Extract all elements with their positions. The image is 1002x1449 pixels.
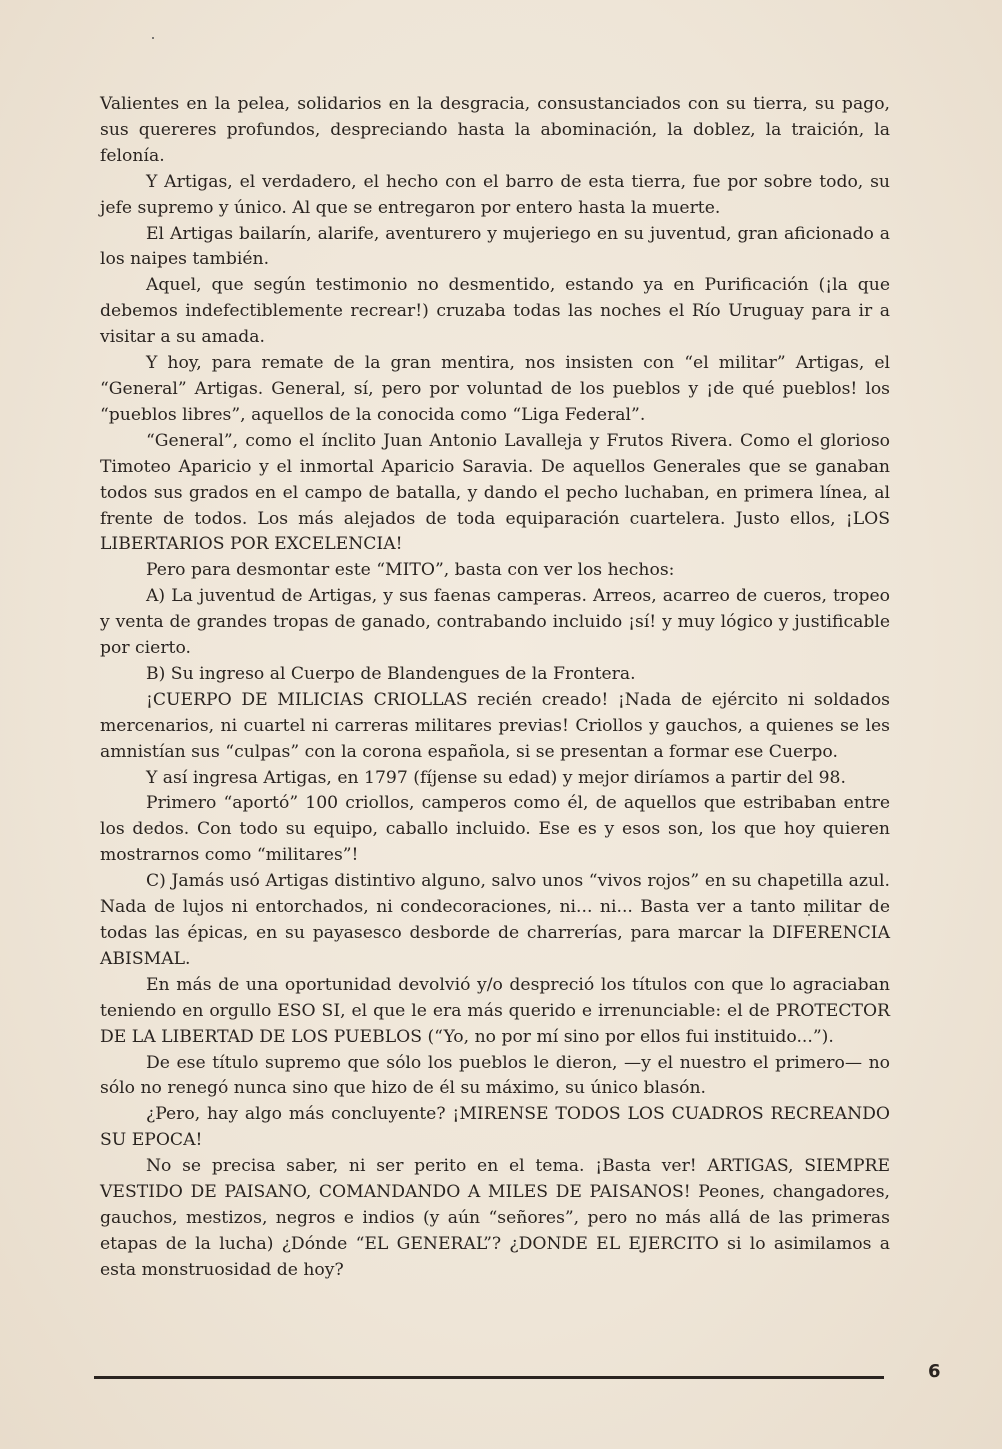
paragraph: ¡CUERPO DE MILICIAS CRIOLLAS recién creado! ¡Nada de ejército ni soldados mercenarios, ni cuartel ni carreras militares previas! Criollos y gauchos, a quienes se les amnistían sus “culpas” con la corona española, si se presentan a formar ese Cuerpo. [100,689,890,762]
paragraph: Y Artigas, el verdadero, el hecho con el barro de esta tierra, fue por sobre todo, su jefe supremo y único. Al que se entregaron por entero hasta la muerte. [100,171,890,218]
paragraph: Pero para desmontar este “MITO”, basta con ver los hechos: [146,560,675,581]
paragraph: ¿Pero, hay algo más concluyente? ¡MIRENSE TODOS LOS CUADROS RECREANDO SU EPOCA! [100,1104,890,1151]
paragraph: B) Su ingreso al Cuerpo de Blandengues de la Frontera. [146,663,636,684]
paragraph: “General”, como el ínclito Juan Antonio Lavalleja y Frutos Rivera. Como el glorioso Timoteo Aparicio y el inmortal Aparicio Saravia. De aquellos Generales que se ganaban todos sus grados en el campo de batalla, y dando el pecho luchaban, en primera línea, al frente de todos. Los más alejados de toda equiparación cuartelera. Justo ellos, ¡LOS LIBERTARIOS POR EXCELENCIA! [100,430,890,555]
paragraph: Primero “aportó” 100 criollos, camperos como él, de aquellos que estribaban entre los dedos. Con todo su equipo, caballo incluido. Ese es y esos son, los que hoy quieren mostrarnos como “militares”! [100,793,890,866]
paragraph: No se precisa saber, ni ser perito en el tema. ¡Basta ver! ARTIGAS, SIEMPRE VESTIDO DE PAISANO, COMANDANDO A MILES DE PAISANOS! Peones, changadores, gauchos, mestizos, negros e indios (y aún “señores”, pero no más allá de las primeras etapas de la lucha) ¿Dónde “EL GENERAL”? ¿DONDE EL EJERCITO si lo asimilamos a esta monstruosidad de hoy? [100,1156,890,1280]
footer-rule [94,1376,884,1379]
paragraph: Aquel, que según testimonio no desmentido, estando ya en Purificación (¡la que debemos indefectiblemente recrear!) cruzaba todas las noches el Río Uruguay para ir a visitar a su amada. [100,275,890,348]
ink-speck [152,37,154,39]
body-text [100,92,890,1284]
paragraph: Y así ingresa Artigas, en 1797 (fíjense su edad) y mejor diríamos a partir del 98. [146,767,846,788]
paragraph: De ese título supremo que sólo los pueblos le dieron, —y el nuestro el primero— no sólo no renegó nunca sino que hizo de él su máximo, su único blasón. [100,1052,890,1099]
paragraph: El Artigas bailarín, alarife, aventurero y mujeriego en su juventud, gran aficionado a los naipes también. [100,223,890,270]
paragraph: C) Jamás usó Artigas distintivo alguno, salvo unos “vivos rojos” en su chapetilla azul. Nada de lujos ni entorchados, ni condecoraciones, ni... ni... Basta ver a tanto militar de todas las épicas, en su payasesco desborde de charrerías, para marcar la DIFERENCIA ABISMAL. [100,871,890,969]
paragraph: En más de una oportunidad devolvió y/o despreció los títulos con que lo agraciaban teniendo en orgullo ESO SI, el que le era más querido e irrenunciable: el de PROTECTOR DE LA LIBERTAD DE LOS PUEBLOS (“Yo, no por mí sino por ellos fui instituido...”). [100,974,890,1047]
page-number: 6 [928,1361,941,1382]
paragraph: Y hoy, para remate de la gran mentira, nos insisten con “el militar” Artigas, el “General” Artigas. General, sí, pero por voluntad de los pueblos y ¡de qué pueblos! los “pueblos libres”, aquellos de la conocida como “Liga Federal”. [100,353,890,425]
paragraph: Valientes en la pelea, solidarios en la desgracia, consustanciados con su tierra, su pago, sus quereres profundos, despreciando hasta la abominación, la doblez, la traición, la felonía. [100,94,890,166]
paragraph: A) La juventud de Artigas, y sus faenas camperas. Arreos, acarreo de cueros, tropeo y venta de grandes tropas de ganado, contrabando incluido ¡sí! y muy lógico y justificable por cierto. [100,586,890,659]
